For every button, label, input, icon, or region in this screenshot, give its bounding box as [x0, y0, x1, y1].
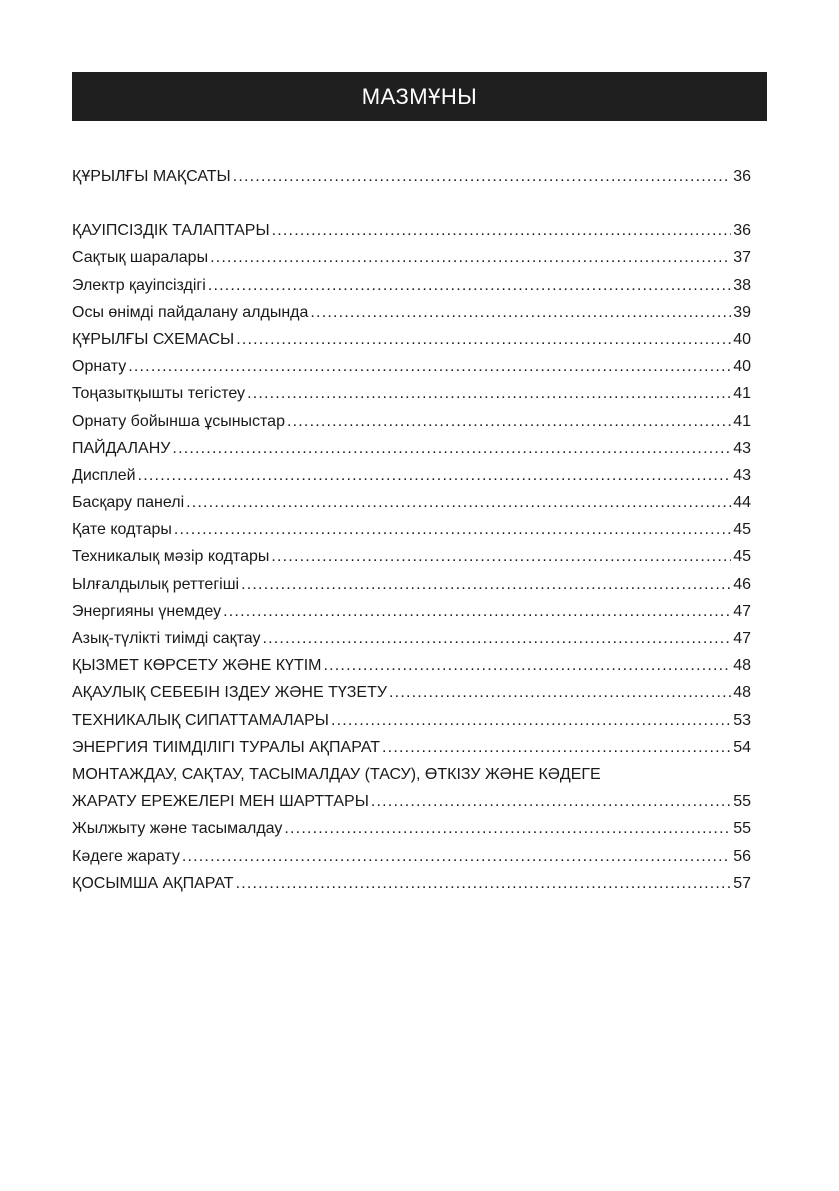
toc-entry-label: ПАЙДАЛАНУ — [72, 439, 171, 457]
toc-entry[interactable] — [72, 435, 751, 462]
toc-entry-label: Электр қауіпсіздігі — [72, 276, 206, 294]
toc-entry-page: 38 — [733, 276, 751, 294]
toc-leader-dots — [208, 272, 731, 299]
toc-entry-label: ЭНЕРГИЯ ТИІМДІЛІГІ ТУРАЛЫ АҚПАРАТ — [72, 738, 381, 756]
toc-entry[interactable] — [72, 707, 751, 734]
toc-entry[interactable] — [72, 462, 751, 489]
toc-leader-dots — [247, 380, 731, 407]
toc-entry-label: ҚЫЗМЕТ КӨРСЕТУ ЖӘНЕ КҮТІМ — [72, 657, 322, 675]
toc-entry-page: 48 — [733, 657, 751, 675]
toc-entry[interactable] — [72, 652, 751, 679]
toc-entry-page: 45 — [733, 548, 751, 566]
toc-leader-dots — [172, 435, 731, 462]
toc-entry[interactable] — [72, 244, 751, 271]
toc-entry-label: Жылжыту және тасымалдау — [72, 820, 283, 838]
toc-entry[interactable] — [72, 543, 751, 570]
toc-entry-label-line2: ЖАРАТУ ЕРЕЖЕЛЕРІ МЕН ШАРТТАРЫ — [72, 793, 369, 811]
toc-entry-label: ҚОСЫМША АҚПАРАТ — [72, 874, 234, 892]
toc-leader-dots — [223, 598, 731, 625]
toc-leader-dots — [262, 625, 731, 652]
toc-leader-dots — [287, 408, 731, 435]
toc-entry-label: Орнату бойынша ұсыныстар — [72, 412, 285, 430]
toc-leader-dots — [241, 571, 731, 598]
toc-entry[interactable] — [72, 761, 751, 815]
toc-entry-label: Тоңазытқышты тегістеу — [72, 385, 246, 403]
toc-entry[interactable] — [72, 408, 751, 435]
toc-entry-label: Техникалық мәзір кодтары — [72, 548, 270, 566]
toc-leader-dots — [182, 843, 731, 870]
toc-entry-page: 46 — [733, 575, 751, 593]
toc-leader-dots — [210, 244, 731, 271]
toc-entry-label: Энергияны үнемдеу — [72, 602, 222, 620]
toc-entry-label: АҚАУЛЫҚ СЕБЕБІН ІЗДЕУ ЖӘНЕ ТҮЗЕТУ — [72, 684, 388, 702]
toc-entry-page: 47 — [733, 630, 751, 647]
toc-entry-label: ТЕХНИКАЛЫҚ СИПАТТАМАЛАРЫ — [72, 711, 329, 729]
toc-leader-dots — [310, 299, 731, 326]
toc-entry-page: 43 — [733, 439, 751, 457]
toc-entry[interactable] — [72, 870, 751, 897]
toc-entry-page: 45 — [733, 521, 751, 539]
toc-leader-dots — [236, 870, 732, 897]
toc-entry-label: Кәдеге жарату — [72, 847, 180, 865]
toc-entry[interactable] — [72, 679, 751, 706]
toc-entry[interactable] — [72, 489, 751, 516]
toc-entry[interactable] — [72, 326, 751, 353]
toc-entry[interactable] — [72, 625, 751, 652]
toc-entry[interactable] — [72, 598, 751, 625]
toc-entry-page: 41 — [733, 412, 751, 430]
toc-entry[interactable] — [72, 380, 751, 407]
toc-entry-page: 48 — [733, 684, 751, 702]
toc-leader-dots — [138, 462, 732, 489]
page-title: МАЗМҰНЫ — [361, 83, 478, 109]
toc-entry-label: ҚАУІПСІЗДІК ТАЛАПТАРЫ — [72, 222, 270, 240]
toc-entry-page: 47 — [733, 602, 751, 620]
toc-entry-label: Қате кодтары — [72, 521, 172, 539]
toc-leader-dots — [174, 516, 731, 543]
toc-entry-page: 53 — [733, 711, 751, 729]
toc-entry[interactable] — [72, 571, 751, 598]
toc-entry-page: 40 — [733, 358, 751, 376]
toc-entry-page: 54 — [733, 738, 751, 756]
toc-entry-label: Орнату — [72, 358, 127, 376]
toc-entry-page: 43 — [733, 466, 751, 484]
toc-entry-page: 39 — [733, 303, 751, 321]
toc-entry[interactable] — [72, 516, 751, 543]
toc-leader-dots — [236, 326, 731, 353]
toc-entry-label: Дисплей — [72, 466, 136, 484]
toc-leader-dots — [371, 788, 731, 815]
toc-leader-dots — [389, 679, 731, 706]
toc-entry-page: 36 — [733, 168, 751, 185]
toc-entry[interactable] — [72, 353, 751, 380]
toc-entry[interactable] — [72, 815, 751, 842]
toc-entry-page: 44 — [733, 494, 751, 512]
toc-entry-label: Осы өнімді пайдалану алдында — [72, 303, 309, 321]
toc-leader-dots — [271, 543, 731, 570]
toc-entry-page: 57 — [733, 874, 751, 892]
toc-entry[interactable] — [72, 299, 751, 326]
toc-entry[interactable] — [72, 163, 751, 190]
toc-leader-dots — [233, 163, 731, 190]
toc-entry-label: ҚҰРЫЛҒЫ СХЕМАСЫ — [72, 330, 235, 348]
toc-entry[interactable] — [72, 734, 751, 761]
toc-leader-dots — [128, 353, 731, 380]
toc-entry-line2 — [72, 788, 751, 815]
toc-entry[interactable] — [72, 217, 751, 244]
toc-entry[interactable] — [72, 272, 751, 299]
toc-entry-page: 36 — [733, 222, 751, 240]
table-of-contents — [72, 163, 751, 897]
toc-entry-page: 56 — [733, 847, 751, 865]
toc-entry-page: 55 — [733, 820, 751, 838]
toc-entry-page: 41 — [733, 385, 751, 403]
toc-leader-dots — [272, 217, 732, 244]
toc-entry-label: Сақтық шаралары — [72, 249, 209, 267]
toc-leader-dots — [186, 489, 731, 516]
toc-leader-dots — [331, 707, 731, 734]
toc-entry-label: ҚҰРЫЛҒЫ МАҚСАТЫ — [72, 168, 231, 185]
toc-entry-page: 37 — [733, 249, 751, 267]
toc-entry-page: 55 — [733, 793, 751, 811]
toc-entry-label-line1: МОНТАЖДАУ, САҚТАУ, ТАСЫМАЛДАУ (ТАСУ), ӨТКІЗУ ЖӘНЕ КӘДЕГЕ — [72, 765, 601, 783]
toc-entry-label: Басқару панелі — [72, 494, 185, 512]
toc-entry-label: Ылғалдылық реттегіші — [72, 575, 240, 593]
toc-entry[interactable] — [72, 843, 751, 870]
toc-leader-dots — [284, 815, 731, 842]
header-bar — [72, 72, 767, 121]
toc-leader-dots — [323, 652, 731, 679]
toc-entry-label: Азық-түлікті тиімді сақтау — [72, 630, 261, 647]
toc-leader-dots — [382, 734, 731, 761]
toc-entry-page: 40 — [733, 330, 751, 348]
